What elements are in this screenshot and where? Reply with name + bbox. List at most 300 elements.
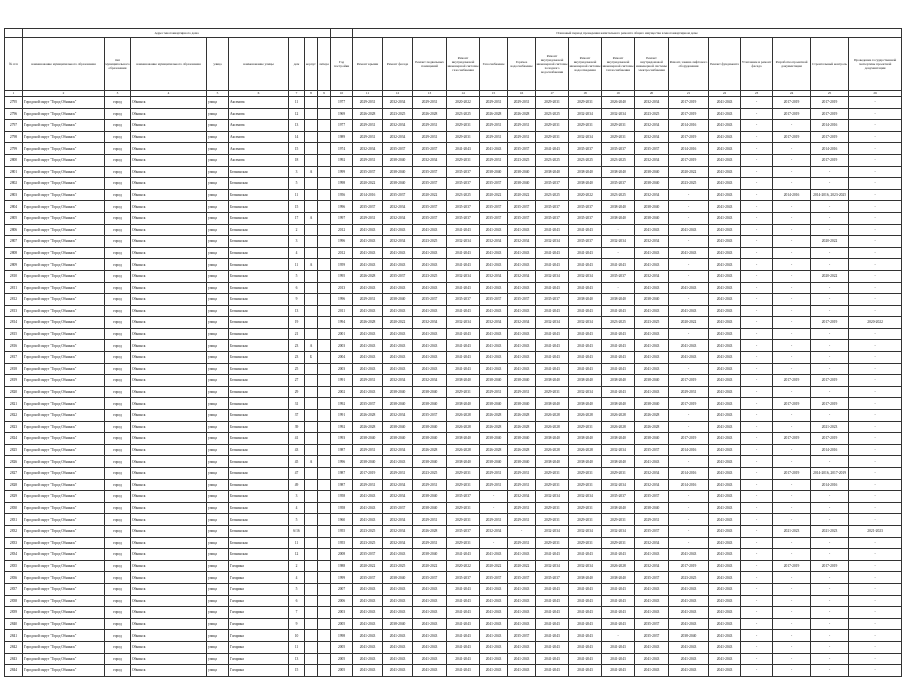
table-cell <box>305 247 318 259</box>
table-cell: 2032-2034 <box>447 270 480 282</box>
table-cell: 2041-2043 <box>383 282 413 294</box>
table-cell: 2041-2043 <box>635 224 669 236</box>
table-cell <box>305 189 318 201</box>
table-row <box>5 270 902 282</box>
table-row <box>5 468 902 480</box>
table-cell: - <box>741 363 773 375</box>
table-cell: 2813 <box>5 305 23 317</box>
table-cell: 2041-2043 <box>709 491 741 503</box>
table-cell <box>318 630 331 642</box>
table-cell: 2041-2043 <box>480 259 508 271</box>
table-cell: Городской округ "Город Обнинск" <box>23 328 105 340</box>
table-cell: - <box>741 502 773 514</box>
table-cell: 2038-2040 <box>508 166 536 178</box>
table-cell: 2032-2034 <box>383 537 413 549</box>
table-cell: 2041-2043 <box>383 305 413 317</box>
table-cell: - <box>849 444 902 456</box>
table-cell: 2005 <box>331 653 353 665</box>
table-row <box>5 282 902 294</box>
table-row <box>5 143 902 155</box>
table-row <box>5 479 902 491</box>
table-cell: 2038-2040 <box>635 375 669 387</box>
table-cell: 1996 <box>331 236 353 248</box>
column-number: 22 <box>709 91 741 97</box>
table-cell: город <box>105 410 131 422</box>
table-row <box>5 444 902 456</box>
table-cell: Обнинск <box>131 375 207 387</box>
table-cell: 2041-2043 <box>635 583 669 595</box>
table-cell: 1955 <box>331 537 353 549</box>
table-cell: - <box>741 189 773 201</box>
column-header: наименование муниципального образования <box>23 38 105 91</box>
table-cell: 2038-2040 <box>480 398 508 410</box>
table-cell <box>318 224 331 236</box>
table-cell: Городской округ "Город Обнинск" <box>23 259 105 271</box>
table-cell: 2833 <box>5 537 23 549</box>
table-cell: - <box>811 514 849 526</box>
table-cell: - <box>741 282 773 294</box>
table-cell: 2041-2043 <box>669 595 709 607</box>
table-cell: 2041-2043 <box>353 641 383 653</box>
table-cell: - <box>669 502 709 514</box>
table-cell <box>305 398 318 410</box>
table-cell: 2038-2040 <box>508 398 536 410</box>
table-cell: 2817 <box>5 352 23 364</box>
table-cell: Обнинск <box>131 178 207 190</box>
table-cell: 2041-2043 <box>413 247 447 259</box>
table-cell: 2041-2043 <box>383 247 413 259</box>
table-cell: 45 <box>289 456 305 468</box>
table-cell: город <box>105 97 131 109</box>
table-cell: 2041-2043 <box>569 247 602 259</box>
table-cell: Городской округ "Город Обнинск" <box>23 595 105 607</box>
table-cell: Городской округ "Город Обнинск" <box>23 189 105 201</box>
table-cell: 1994 <box>331 317 353 329</box>
table-cell: - <box>773 120 811 132</box>
column-header: Ремонт фундамента <box>709 38 741 91</box>
column-header: литера <box>318 38 331 91</box>
table-cell: 2041-2043 <box>508 595 536 607</box>
table-cell <box>305 653 318 665</box>
table-cell: 2041-2043 <box>709 154 741 166</box>
table-cell: 21 <box>289 328 305 340</box>
table-cell: 2041-2043 <box>383 224 413 236</box>
table-cell: 2041-2043 <box>480 595 508 607</box>
table-cell: Обнинск <box>131 479 207 491</box>
table-cell: 2014-2016 <box>811 479 849 491</box>
table-cell: 11 <box>289 641 305 653</box>
table-row <box>5 398 902 410</box>
table-cell: улица <box>207 444 229 456</box>
table-cell: 2802 <box>5 178 23 190</box>
table-cell: 2026-2028 <box>602 410 635 422</box>
table-cell: 2035-2037 <box>413 212 447 224</box>
table-cell: 2041-2043 <box>709 630 741 642</box>
table-cell: 1999 <box>331 572 353 584</box>
table-cell: 2844 <box>5 665 23 677</box>
table-cell: - <box>811 178 849 190</box>
table-cell: Белкинская <box>229 352 289 364</box>
table-cell: Городской округ "Город Обнинск" <box>23 340 105 352</box>
table-cell: Белкинская <box>229 294 289 306</box>
table-cell: Городской округ "Город Обнинск" <box>23 270 105 282</box>
table-cell: 2041-2043 <box>353 665 383 677</box>
table-cell: Обнинск <box>131 525 207 537</box>
table-cell <box>318 410 331 422</box>
table-cell: 2035-2037 <box>536 201 569 213</box>
table-cell: Городской округ "Город Обнинск" <box>23 444 105 456</box>
table-row <box>5 583 902 595</box>
table-cell: 1987 <box>331 468 353 480</box>
table-cell: 2020-2022 <box>811 236 849 248</box>
table-cell: 2035-2037 <box>447 166 480 178</box>
table-cell: город <box>105 583 131 595</box>
table-cell: 2041-2043 <box>709 294 741 306</box>
table-cell: Городской округ "Город Обнинск" <box>23 398 105 410</box>
table-cell: 2038-2040 <box>569 294 602 306</box>
table-cell: 2021-2023 <box>811 421 849 433</box>
table-cell: 2038-2040 <box>635 398 669 410</box>
group-header-row <box>5 29 902 38</box>
table-cell: 2038-2040 <box>383 166 413 178</box>
table-row <box>5 491 902 503</box>
table-cell: 2003 <box>331 363 353 375</box>
table-cell: 2038-2040 <box>508 456 536 468</box>
table-cell: - <box>773 665 811 677</box>
table-cell <box>318 143 331 155</box>
table-cell: 1999 <box>331 166 353 178</box>
table-cell: 2023-2025 <box>383 108 413 120</box>
table-cell: 2035-2037 <box>383 270 413 282</box>
table-cell: Городской округ "Город Обнинск" <box>23 502 105 514</box>
table-cell: 1998 <box>331 630 353 642</box>
table-cell: Гагарина <box>229 583 289 595</box>
table-cell: 2038-2040 <box>353 456 383 468</box>
table-cell: улица <box>207 294 229 306</box>
table-cell: улица <box>207 317 229 329</box>
table-cell: 2035-2037 <box>536 212 569 224</box>
table-cell: 2029-2031 <box>536 479 569 491</box>
table-cell: - <box>811 166 849 178</box>
table-row <box>5 607 902 619</box>
table-cell: - <box>811 572 849 584</box>
table-cell: 2021-2023 <box>849 525 902 537</box>
table-cell: улица <box>207 525 229 537</box>
table-cell <box>318 444 331 456</box>
table-cell: улица <box>207 282 229 294</box>
table-cell: 1991 <box>331 375 353 387</box>
column-number: 17 <box>536 91 569 97</box>
table-cell: 2041-2043 <box>508 340 536 352</box>
table-cell: улица <box>207 178 229 190</box>
table-cell: город <box>105 317 131 329</box>
table-cell <box>305 537 318 549</box>
table-cell <box>318 178 331 190</box>
table-cell: 2038-2040 <box>602 433 635 445</box>
table-cell: 2035-2037 <box>536 572 569 584</box>
table-cell: - <box>773 618 811 630</box>
table-cell: 2041-2043 <box>413 352 447 364</box>
column-number: 8 <box>305 91 318 97</box>
table-cell: 2032-2034 <box>602 236 635 248</box>
table-cell: 2041-2043 <box>383 641 413 653</box>
table-cell <box>305 595 318 607</box>
table-cell <box>318 502 331 514</box>
table-cell: 2035-2037 <box>447 212 480 224</box>
table-cell: 2032-2034 <box>569 270 602 282</box>
table-cell <box>305 282 318 294</box>
table-cell: 2029-2031 <box>353 131 383 143</box>
table-cell: 2032-2034 <box>635 479 669 491</box>
table-cell: 2032-2034 <box>447 236 480 248</box>
table-cell: 2035-2037 <box>508 201 536 213</box>
table-cell: 2023-2025 <box>353 525 383 537</box>
table-cell: 2834 <box>5 549 23 561</box>
table-cell: Городской округ "Город Обнинск" <box>23 201 105 213</box>
table-cell: - <box>741 247 773 259</box>
table-cell: - <box>773 282 811 294</box>
table-cell: 1958 <box>331 491 353 503</box>
table-cell: 15 <box>289 201 305 213</box>
table-cell: - <box>773 491 811 503</box>
table-cell: - <box>849 328 902 340</box>
table-cell: 2005 <box>331 665 353 677</box>
table-cell: 1958 <box>331 502 353 514</box>
table-cell: 2041-2043 <box>508 583 536 595</box>
table-cell: улица <box>207 514 229 526</box>
table-cell: Обнинск <box>131 166 207 178</box>
table-cell: 1974 <box>331 143 353 155</box>
table-cell: город <box>105 607 131 619</box>
table-cell: 2038-2040 <box>635 178 669 190</box>
table-cell: - <box>811 653 849 665</box>
table-cell: 2835 <box>5 560 23 572</box>
table-cell: - <box>773 166 811 178</box>
column-header: Ремонт внутридомовой инженерной системы холодного водоснабжения <box>536 38 569 91</box>
table-cell: Обнинск <box>131 444 207 456</box>
table-cell: - <box>849 294 902 306</box>
table-cell: 2023-2025 <box>413 468 447 480</box>
table-cell: 2026-2028 <box>536 444 569 456</box>
table-cell <box>318 154 331 166</box>
table-cell: город <box>105 525 131 537</box>
table-cell: 2041-2043 <box>709 665 741 677</box>
table-cell: 2035-2037 <box>602 270 635 282</box>
table-cell: 2032-2034 <box>635 236 669 248</box>
table-cell: улица <box>207 236 229 248</box>
table-cell: 2038-2040 <box>413 456 447 468</box>
table-cell: Белкинская <box>229 224 289 236</box>
table-cell: 2041-2043 <box>536 224 569 236</box>
table-cell: - <box>773 479 811 491</box>
table-cell: 2029-2031 <box>602 468 635 480</box>
table-cell: 23 <box>289 352 305 364</box>
table-cell: 2041-2043 <box>480 618 508 630</box>
table-cell: 2032-2034 <box>383 131 413 143</box>
table-cell <box>318 607 331 619</box>
table-cell: 2812 <box>5 294 23 306</box>
table-cell: - <box>811 618 849 630</box>
table-cell: 2029-2031 <box>569 479 602 491</box>
table-cell: 2041-2043 <box>669 224 709 236</box>
table-cell: город <box>105 618 131 630</box>
column-number: 11 <box>353 91 383 97</box>
table-cell: 2032-2034 <box>383 479 413 491</box>
table-cell: улица <box>207 491 229 503</box>
table-cell: 2035-2037 <box>480 212 508 224</box>
table-cell: Городской округ "Город Обнинск" <box>23 120 105 132</box>
table-cell: 2035-2037 <box>413 201 447 213</box>
table-cell: - <box>773 595 811 607</box>
table-cell: 12 <box>289 549 305 561</box>
table-cell: 2017-2019 <box>773 131 811 143</box>
table-cell: 2041-2043 <box>709 386 741 398</box>
table-cell: город <box>105 491 131 503</box>
table-cell: 2041-2043 <box>383 340 413 352</box>
table-cell: город <box>105 224 131 236</box>
table-cell: 2035-2037 <box>635 491 669 503</box>
table-cell: 2819 <box>5 375 23 387</box>
table-cell: 2038-2040 <box>413 398 447 410</box>
table-cell: 2041-2043 <box>480 143 508 155</box>
table-cell: - <box>849 607 902 619</box>
table-cell: улица <box>207 201 229 213</box>
table-cell: 2825 <box>5 444 23 456</box>
table-cell: 2041-2043 <box>569 549 602 561</box>
table-cell: город <box>105 595 131 607</box>
column-header: улица <box>207 38 229 91</box>
table-cell: 2020-2022 <box>669 317 709 329</box>
table-cell: - <box>741 201 773 213</box>
table-cell: 2820 <box>5 386 23 398</box>
table-cell: 2023-2025 <box>413 236 447 248</box>
table-cell: 2029-2031 <box>669 386 709 398</box>
table-cell: 2038-2040 <box>569 375 602 387</box>
table-cell: 2041-2043 <box>709 560 741 572</box>
table-cell: Белкинская <box>229 433 289 445</box>
table-cell: 2023-2025 <box>447 108 480 120</box>
table-cell: 2041-2043 <box>709 178 741 190</box>
table-cell: - <box>811 502 849 514</box>
table-cell: 2029-2031 <box>353 120 383 132</box>
table-cell <box>305 491 318 503</box>
table-cell: 2029-2031 <box>353 444 383 456</box>
table-cell: - <box>773 386 811 398</box>
table-cell <box>318 247 331 259</box>
table-cell: улица <box>207 537 229 549</box>
table-cell: город <box>105 433 131 445</box>
table-cell: 2020-2022 <box>383 317 413 329</box>
table-cell: 2041-2043 <box>480 549 508 561</box>
table-cell: - <box>773 154 811 166</box>
table-cell: улица <box>207 212 229 224</box>
table-cell: - <box>811 363 849 375</box>
table-cell: 2032-2034 <box>508 236 536 248</box>
table-cell: - <box>741 456 773 468</box>
table-row <box>5 212 902 224</box>
table-cell: 2041-2043 <box>508 607 536 619</box>
table-cell: 2017-2019 <box>811 375 849 387</box>
table-cell: 2035-2037 <box>602 143 635 155</box>
table-cell: 2041-2043 <box>353 514 383 526</box>
table-cell: Обнинск <box>131 201 207 213</box>
table-cell: 2041-2043 <box>709 247 741 259</box>
table-cell: город <box>105 444 131 456</box>
table-cell: 2035-2037 <box>353 398 383 410</box>
table-cell: - <box>480 537 508 549</box>
table-cell: 2041-2043 <box>536 247 569 259</box>
table-cell: улица <box>207 595 229 607</box>
table-cell: 2041-2043 <box>709 537 741 549</box>
table-cell <box>318 201 331 213</box>
column-header: Строительный контроль <box>811 38 849 91</box>
table-cell: 3 <box>289 491 305 503</box>
table-cell: - <box>773 456 811 468</box>
table-cell: - <box>773 247 811 259</box>
table-cell: Обнинск <box>131 456 207 468</box>
table-row <box>5 154 902 166</box>
table-cell: Обнинск <box>131 607 207 619</box>
table-cell: 2029-2031 <box>602 120 635 132</box>
table-cell: 2041-2043 <box>569 641 602 653</box>
table-cell: 2029-2031 <box>413 97 447 109</box>
table-cell: 47 <box>289 468 305 480</box>
table-cell: 2041-2043 <box>508 259 536 271</box>
table-cell: - <box>849 120 902 132</box>
table-cell: 2026-2028 <box>508 410 536 422</box>
table-cell: - <box>741 294 773 306</box>
table-cell: Белкинская <box>229 317 289 329</box>
table-cell: 1991 <box>331 410 353 422</box>
table-cell: 2035-2037 <box>353 201 383 213</box>
table-cell: 2041-2043 <box>353 352 383 364</box>
table-cell <box>318 665 331 677</box>
table-cell: 2038-2040 <box>353 433 383 445</box>
table-cell: город <box>105 236 131 248</box>
table-cell: 2029-2031 <box>353 212 383 224</box>
table-cell: 2814 <box>5 317 23 329</box>
table-cell: 2029-2031 <box>536 131 569 143</box>
table-cell: 2041-2043 <box>602 607 635 619</box>
table-cell: 2041-2043 <box>602 653 635 665</box>
table-cell: 2809 <box>5 259 23 271</box>
table-row <box>5 386 902 398</box>
table-cell: 1992 <box>331 154 353 166</box>
table-cell: - <box>669 363 709 375</box>
table-cell: - <box>741 641 773 653</box>
table-cell: 12 <box>289 108 305 120</box>
table-cell: 2041-2043 <box>709 352 741 364</box>
table-cell: 2032-2034 <box>383 212 413 224</box>
column-number: 26 <box>849 91 902 97</box>
table-cell: 2041-2043 <box>709 340 741 352</box>
table-cell: улица <box>207 653 229 665</box>
table-cell: 2041-2043 <box>635 607 669 619</box>
table-cell: город <box>105 630 131 642</box>
table-cell: Городской округ "Город Обнинск" <box>23 514 105 526</box>
table-cell: 2801 <box>5 166 23 178</box>
table-cell: 2035-2037 <box>508 212 536 224</box>
table-cell: 2041-2043 <box>447 363 480 375</box>
table-cell: 2041-2043 <box>669 665 709 677</box>
table-cell: 2023-2025 <box>383 560 413 572</box>
table-cell: 2029-2031 <box>447 502 480 514</box>
table-cell: 2041-2043 <box>383 328 413 340</box>
table-cell: 2032-2034 <box>480 270 508 282</box>
table-cell <box>318 525 331 537</box>
table-cell: 2041-2043 <box>709 410 741 422</box>
table-cell: 2041-2043 <box>635 259 669 271</box>
